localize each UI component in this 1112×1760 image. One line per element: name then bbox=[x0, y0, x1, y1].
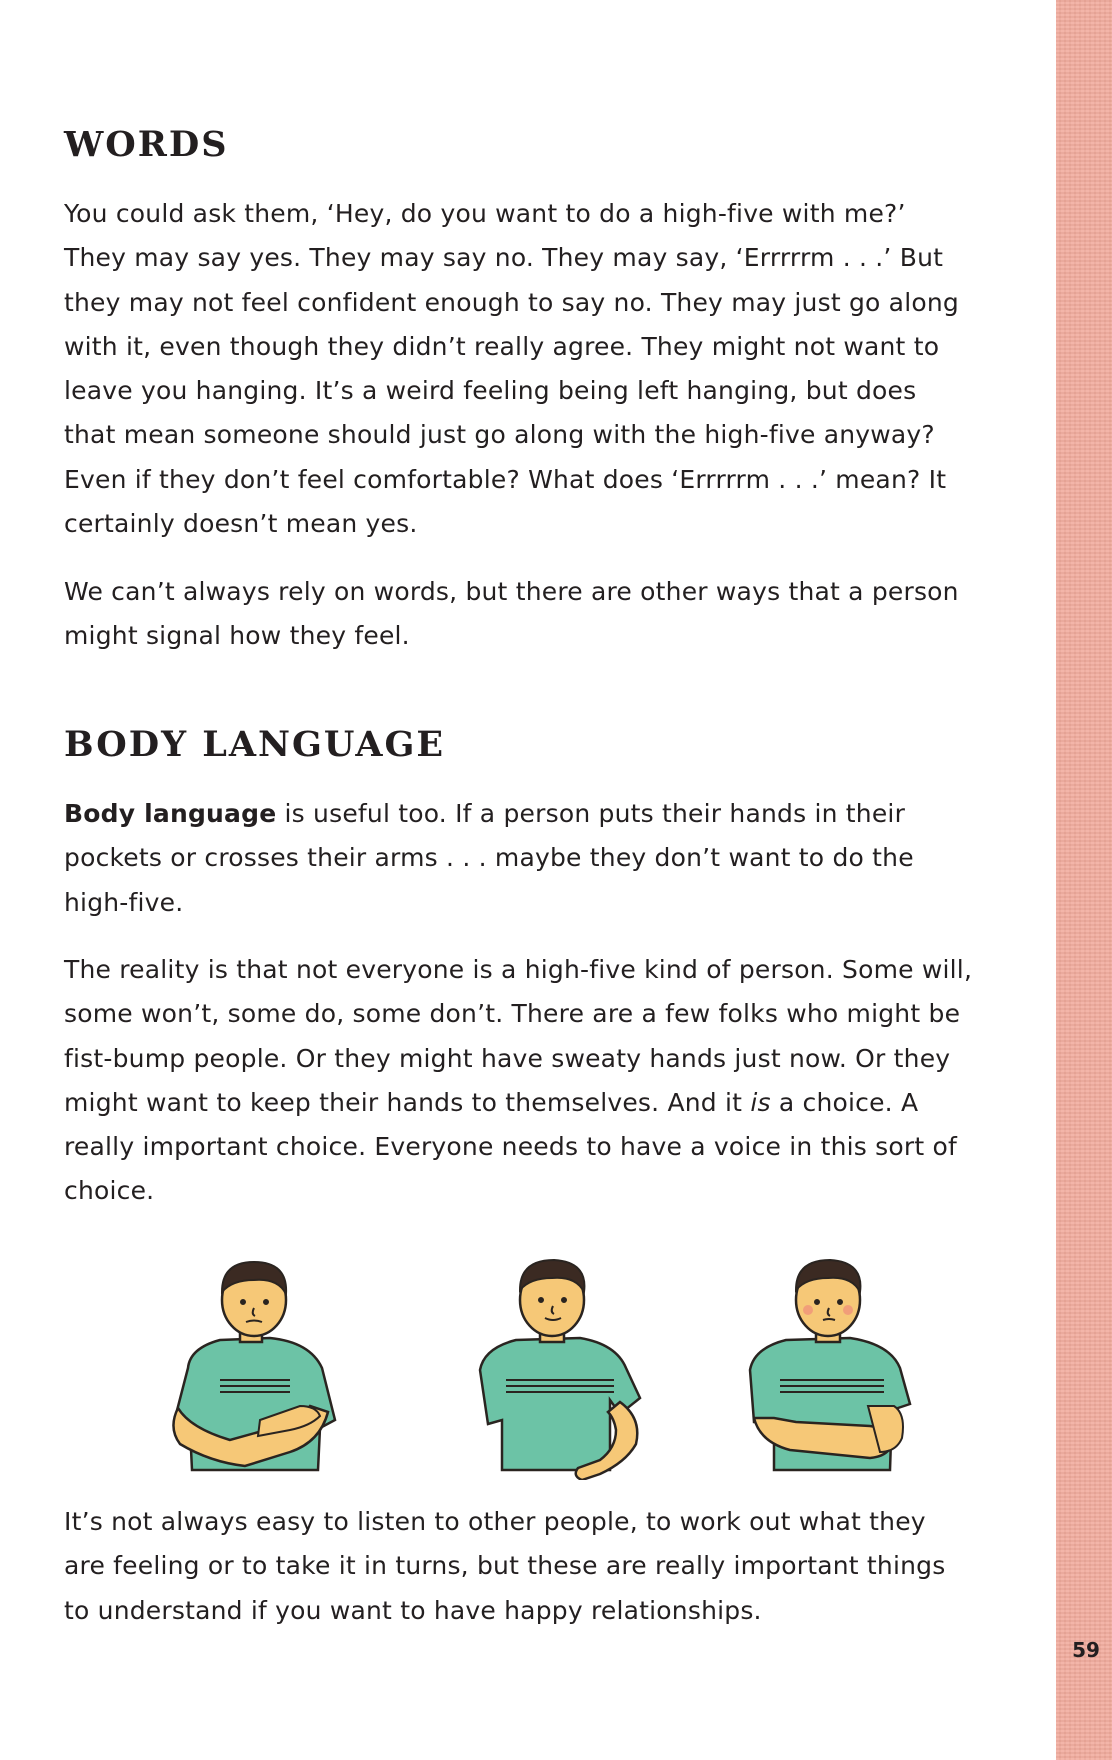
words-paragraph-1: You could ask them, ‘Hey, do you want to do a high-five with me?’ They may say yes. They may say no. They may say, ‘Errrrrm . . .’ But they may not feel confident enough to say no. They may just go along with it, even though they didn’t really agree. They might not want to leave you hanging. It’s a weird feeling being left hanging, but does that mean someone should just go along with the high-five anyway? Even if they don’t feel comfortable? What does ‘Errrrrm . . .’ mean? It certainly doesn’t mean yes. bbox=[64, 199, 959, 539]
side-color-strip bbox=[1056, 0, 1112, 1760]
page-number: 59 bbox=[1072, 1638, 1100, 1662]
figure-arm-behind-back bbox=[450, 1230, 670, 1480]
emphasis-is: is bbox=[750, 1087, 771, 1117]
heading-body-language: BODY LANGUAGE bbox=[64, 724, 446, 765]
words-paragraph-2: We can’t always rely on words, but there are other ways that a person might signal how they feel. bbox=[64, 577, 959, 651]
closing-paragraph: It’s not always easy to listen to other people, to work out what they are feeling or to take it in turns, but these are really important things to understand if you want to have happy relationships. bbox=[64, 1507, 946, 1625]
body-language-paragraph-2-text-a: The reality is that not everyone is a high-five kind of person. Some will, some won’t, some do, some don’t. There are a few folks who might be fist-bump people. Or they might have sweaty hands just now. Or they might want to keep their hands to themselves. And it bbox=[64, 955, 973, 1117]
figure-arms-crossed bbox=[150, 1230, 350, 1480]
heading-words: WORDS bbox=[64, 124, 229, 165]
body-language-paragraph-1-text: is useful too. If a person puts their hands in their pockets or crosses their arms . . . maybe they don’t want to do the high-five. bbox=[64, 799, 914, 917]
body-language-paragraph-1 bbox=[64, 792, 974, 925]
body-language-illustrations bbox=[150, 1230, 930, 1480]
key-term-body-language: Body language bbox=[64, 799, 277, 828]
body-language-paragraph-2-text-b: a choice. A really important choice. Everyone needs to have a voice in this sort of choice. bbox=[64, 1087, 957, 1206]
body-language-paragraph-2 bbox=[64, 948, 974, 1214]
figure-holding-arm bbox=[730, 1230, 930, 1480]
